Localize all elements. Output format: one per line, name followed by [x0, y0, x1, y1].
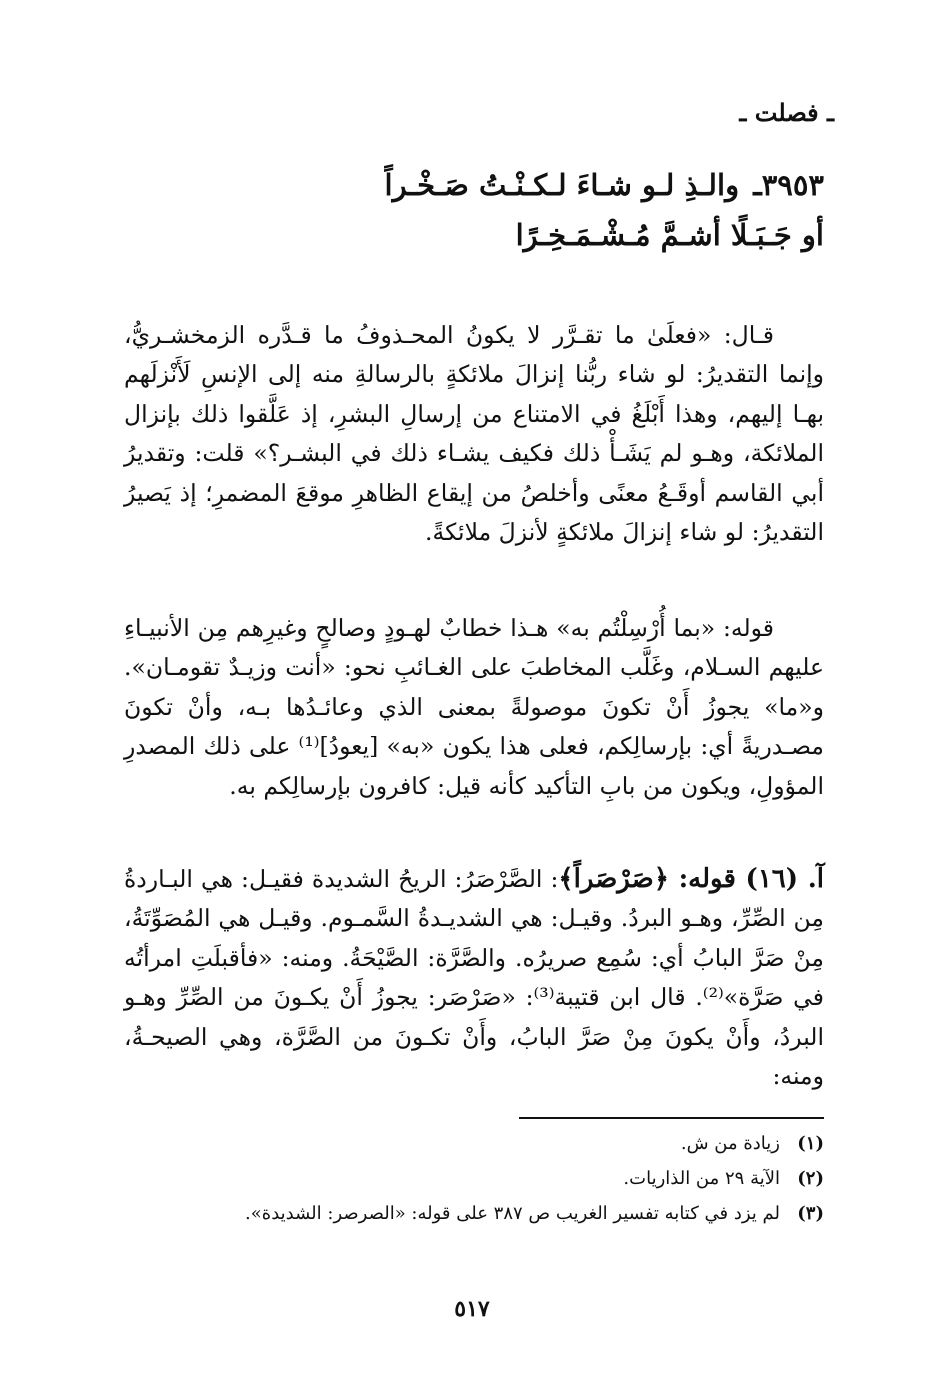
paragraph-bima-ursiltum: قوله: «بما أُرْسِلْتُم به» هـذا خطابٌ لهـودٍ وصالحٍ وغيرِهم مِن الأنبيـاءِ عليهم السـلام، وغَلَّب المخاطبَ على الغـائبِ نحو: «أنت وزيـدٌ تقومـان». و«ما» يجوزُ أَنْ تكونَ موصولةً بمعنى الذي وعائـدُها بـه، وأنْ تكونَ مصـدريةً أي: بإرسالِكم، فعلى هذا يكون «به» [يعودُ]⁽¹⁾ على ذلك المصدرِ المؤولِ، ويكون من بابِ التأكيد كأنه قيل: كافرون بإرسالِكم به. — [124, 613, 824, 800]
footnote-separator — [519, 1117, 824, 1119]
poetry-verse-line-1 — [124, 168, 824, 202]
paragraph-zamakhshari: قـال: «فعلَىٰ ما تقـرَّر لا يكونُ المحـذوفُ ما قـدَّره الزمخشـريُّ، وإنما التقديرُ: لو شاء ربُّنا إنزالَ ملائكةٍ بالرسالةِ منه إلى الإنسِ لَأَنْزلَهم بهـا إليهم، وهذا أَبْلَغُ في الامتناع من إرسالِ البشرِ، إذ عَلَّقوا ذلك بإنزال الملائكة، وهـو لم يَشَـأْ ذلك فكيف يشـاء ذلك في البشـر؟» قلت: وتقديرُ أبي القاسم أوقَـعُ معنًى وأخلصُ من إيقاع الظاهرِ موقعَ المضمرِ؛ إذ يَصيرُ التقديرُ: لو شاء إنزالَ ملائكةٍ لأنزلَ ملائكةً. — [124, 320, 824, 546]
poetry-verse-line-2 — [124, 218, 824, 252]
verse-hemistich-1: والـذِ لـو شـاءَ لـكـنْـتُ صَـخْـراً — [384, 168, 740, 202]
footnote-3 — [124, 1196, 824, 1231]
footnotes — [124, 1126, 824, 1231]
footnote-text: لم يزد في كتابه تفسير الغريب ص ٣٨٧ على قوله: «الصرصر: الشديدة». — [245, 1203, 780, 1224]
page-number: ٥١٧ — [454, 1296, 490, 1322]
verse-reference-heading: آ. (١٦) قوله: ﴿صَرْصَراً﴾ — [558, 863, 824, 894]
verse-number: ٣٩٥٣ـ — [753, 168, 824, 202]
footnote-text: زيادة من ش. — [680, 1133, 780, 1154]
running-header: ـ فصلت ـ — [739, 98, 834, 127]
paragraph-sarsar-body: : الصَّرْصَرُ: الريحُ الشديدة فقيـل: هي البـاردةُ مِن الصِّرِّ، وهـو البردُ. وقيـل: هي الشديـدةُ السَّمـوم. وقيـل هي المُصَوِّتَةُ، مِنْ صَرَّ البابُ أي: سُمِع صريرُه. والصَّرَّة: الصَّيْحَةُ. ومنه: «فأقبلَتِ امرأتُه في صَرَّة»⁽²⁾. قال ابن قتيبة⁽³⁾: «صَرْصَر: يجوزُ أَنْ يكـونَ من الصِّرِّ وهـو البردُ، وأَنْ يكونَ مِنْ صَرَّ البابُ، وأَنْ تكـونَ من الصَّرَّة، وهي الصيحـةُ، ومنه: — [124, 864, 824, 1090]
footnote-1 — [124, 1126, 824, 1161]
paragraph-sarsar — [124, 860, 824, 1097]
footnote-number: (٣) — [797, 1203, 824, 1224]
footnote-text: الآية ٢٩ من الذاريات. — [623, 1168, 780, 1189]
verse-hemistich-2: أو جَـبَـلًا أشـمَّ مُـشْـمَـخِـرًا — [515, 218, 824, 252]
footnote-number: (٢) — [797, 1168, 824, 1189]
footnote-2 — [124, 1161, 824, 1196]
footnote-number: (١) — [797, 1133, 824, 1154]
